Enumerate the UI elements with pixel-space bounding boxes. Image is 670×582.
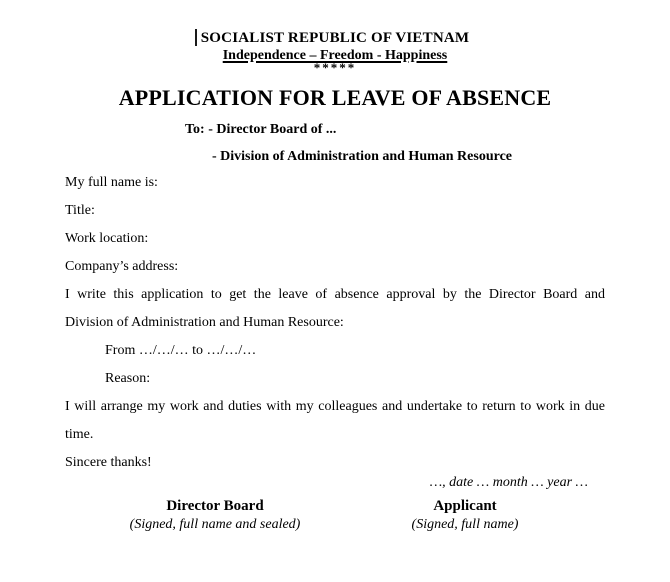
request-paragraph-line-1: I write this application to get the leave of absence approval by the Director Board and xyxy=(65,287,605,302)
national-motto-text: Independence – Freedom - Happiness xyxy=(222,48,448,63)
recipient-line-1: To: - Director Board of ... xyxy=(185,122,337,137)
signature-block xyxy=(65,496,605,533)
document-title: APPLICATION FOR LEAVE OF ABSENCE xyxy=(118,85,552,110)
document-body xyxy=(65,169,605,477)
commitment-paragraph-line-1: I will arrange my work and duties with my colleagues and undertake to return to work in due xyxy=(65,399,605,414)
commitment-paragraph-line-2: time. xyxy=(65,427,94,442)
field-label-full-name: My full name is: xyxy=(65,175,158,190)
field-label-work-location: Work location: xyxy=(65,231,149,246)
field-label-reason: Reason: xyxy=(105,371,151,386)
signature-column-applicant xyxy=(365,496,565,533)
leave-period-line: From …/…/… to …/…/… xyxy=(105,343,257,358)
recipient-line-2: - Division of Administration and Human Resource xyxy=(212,149,512,164)
stars-separator: ***** xyxy=(313,60,357,75)
field-label-company-address: Company’s address: xyxy=(65,259,179,274)
request-paragraph-line-2: Division of Administration and Human Resource: xyxy=(65,315,344,330)
signature-note-applicant: (Signed, full name) xyxy=(411,517,519,532)
signature-title-applicant: Applicant xyxy=(433,498,497,514)
signature-title-director-board: Director Board xyxy=(166,498,264,514)
thanks-line: Sincere thanks! xyxy=(65,455,152,470)
signature-column-director xyxy=(65,496,365,533)
field-label-title: Title: xyxy=(65,203,95,218)
national-header: SOCIALIST REPUBLIC OF VIETNAM xyxy=(200,30,470,46)
signature-note-director-board: (Signed, full name and sealed) xyxy=(129,517,301,532)
date-line: …, date … month … year … xyxy=(429,475,588,490)
